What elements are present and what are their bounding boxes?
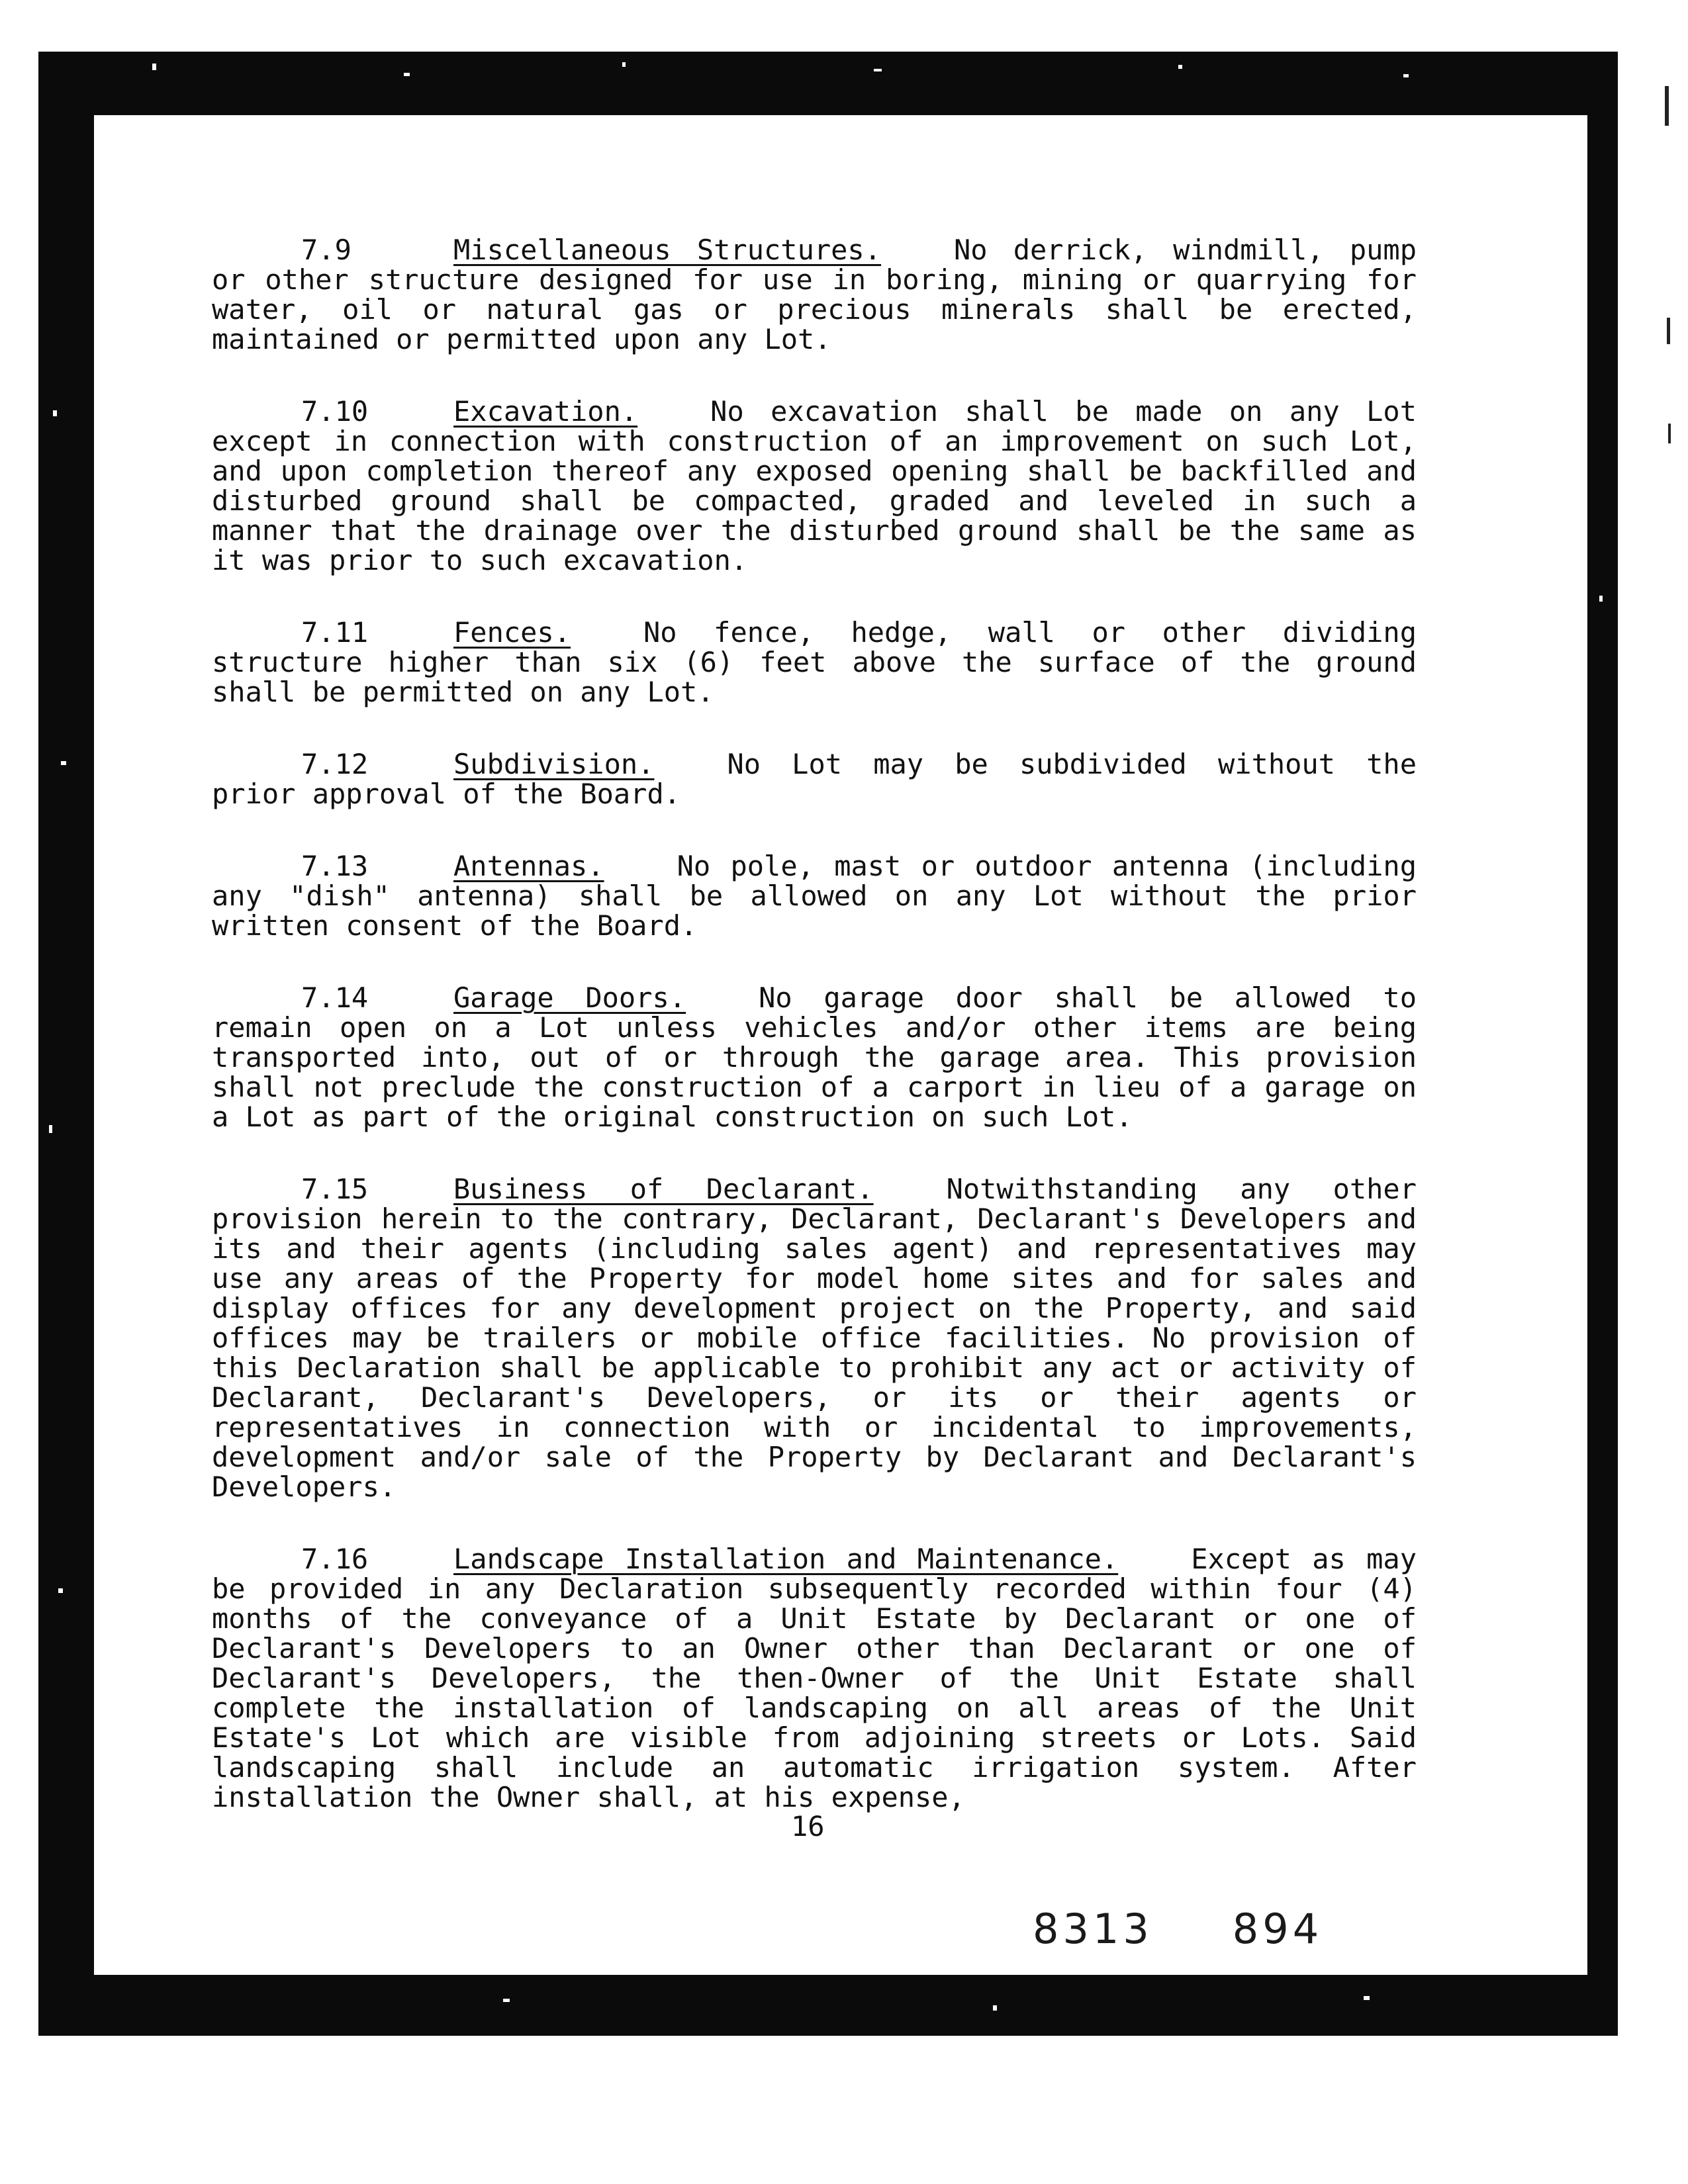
section-paragraph: [212, 851, 1417, 940]
section-text: No excavation shall be made on any Lot except in connection with construction of an improvement on such Lot, and upon completion thereof any exposed opening shall be backfilled and disturbed ground shall be compacted, graded and leveled in such a manner that the drainage over the disturbed ground shall be the same as it was prior to such excavation.: [212, 395, 1417, 576]
section-title: Miscellaneous Structures.: [453, 234, 882, 266]
section-paragraph: [212, 396, 1417, 575]
section-paragraph: [212, 749, 1417, 809]
section-number: 7.10: [301, 395, 369, 428]
document-body: [212, 235, 1417, 1854]
section-number: 7.14: [301, 981, 369, 1014]
section-text: No fence, hedge, wall or other dividing structure higher than six (6) feet above the surface of the ground shall be permitted on any Lot.: [212, 616, 1417, 708]
section-7-9: [212, 235, 1417, 354]
section-7-11: [212, 617, 1417, 707]
section-7-16: [212, 1544, 1417, 1812]
section-paragraph: [212, 617, 1417, 707]
section-7-10: [212, 396, 1417, 575]
section-text: No Lot may be subdivided without the prior approval of the Board.: [212, 748, 1417, 810]
section-paragraph: [212, 1544, 1417, 1812]
section-text: Notwithstanding any other provision herein to the contrary, Declarant, Declarant's Developers and its and their agents (including sales agent) and representatives may use any areas of the Property for model home sites and for sales and display offices for any development project on the Property, and said offices may be trailers or mobile office facilities. No provision of this Declaration shall be applicable to prohibit any act or activity of Declarant, Declarant's Developers, or its or their agents or representatives in connection with or incidental to improvements, development and/or sale of the Property by Declarant and Declarant's Developers.: [212, 1173, 1417, 1503]
section-title: Business of Declarant.: [453, 1173, 874, 1205]
stamp-page-number: 894: [1232, 1905, 1323, 1953]
section-title: Fences.: [453, 616, 571, 649]
recording-stamp: [1033, 1905, 1323, 1953]
section-number: 7.12: [301, 748, 369, 780]
section-title: Excavation.: [453, 395, 638, 428]
section-title: Subdivision.: [453, 748, 655, 780]
section-paragraph: [212, 1174, 1417, 1502]
section-text: No garage door shall be allowed to remain open on a Lot unless vehicles and/or other items are being transported into, out of or through the garage area. This provision shall not preclude the construction of a carport in lieu of a garage on a Lot as part of the original construction on such Lot.: [212, 981, 1417, 1133]
section-number: 7.9: [301, 234, 352, 266]
stamp-book-number: 8313: [1033, 1905, 1153, 1953]
section-number: 7.16: [301, 1543, 369, 1575]
section-paragraph: [212, 235, 1417, 354]
section-7-12: [212, 749, 1417, 809]
section-title: Garage Doors.: [453, 981, 686, 1014]
section-7-14: [212, 983, 1417, 1132]
section-7-13: [212, 851, 1417, 940]
section-number: 7.13: [301, 850, 369, 882]
section-title: Antennas.: [453, 850, 604, 882]
section-number: 7.15: [301, 1173, 369, 1205]
section-paragraph: [212, 983, 1417, 1132]
page-number: 16: [791, 1810, 825, 1843]
section-number: 7.11: [301, 616, 369, 649]
section-text: No derrick, windmill, pump or other structure designed for use in boring, mining or quarrying for water, oil or natural gas or precious minerals shall be erected, maintained or permitted upon any Lot.: [212, 234, 1417, 355]
section-text: Except as may be provided in any Declaration subsequently recorded within four (4) months of the conveyance of a Unit Estate by Declarant or one of Declarant's Developers to an Owner other than Declarant or one of Declarant's Developers, the then-Owner of the Unit Estate shall complete the installation of landscaping on all areas of the Unit Estate's Lot which are visible from adjoining streets or Lots. Said landscaping shall include an automatic irrigation system. After installation the Owner shall, at his expense,: [212, 1543, 1417, 1813]
section-title: Landscape Installation and Maintenance.: [453, 1543, 1119, 1575]
section-7-15: [212, 1174, 1417, 1502]
section-text: No pole, mast or outdoor antenna (including any "dish" antenna) shall be allowed on any Lot without the prior written consent of the Board.: [212, 850, 1417, 942]
